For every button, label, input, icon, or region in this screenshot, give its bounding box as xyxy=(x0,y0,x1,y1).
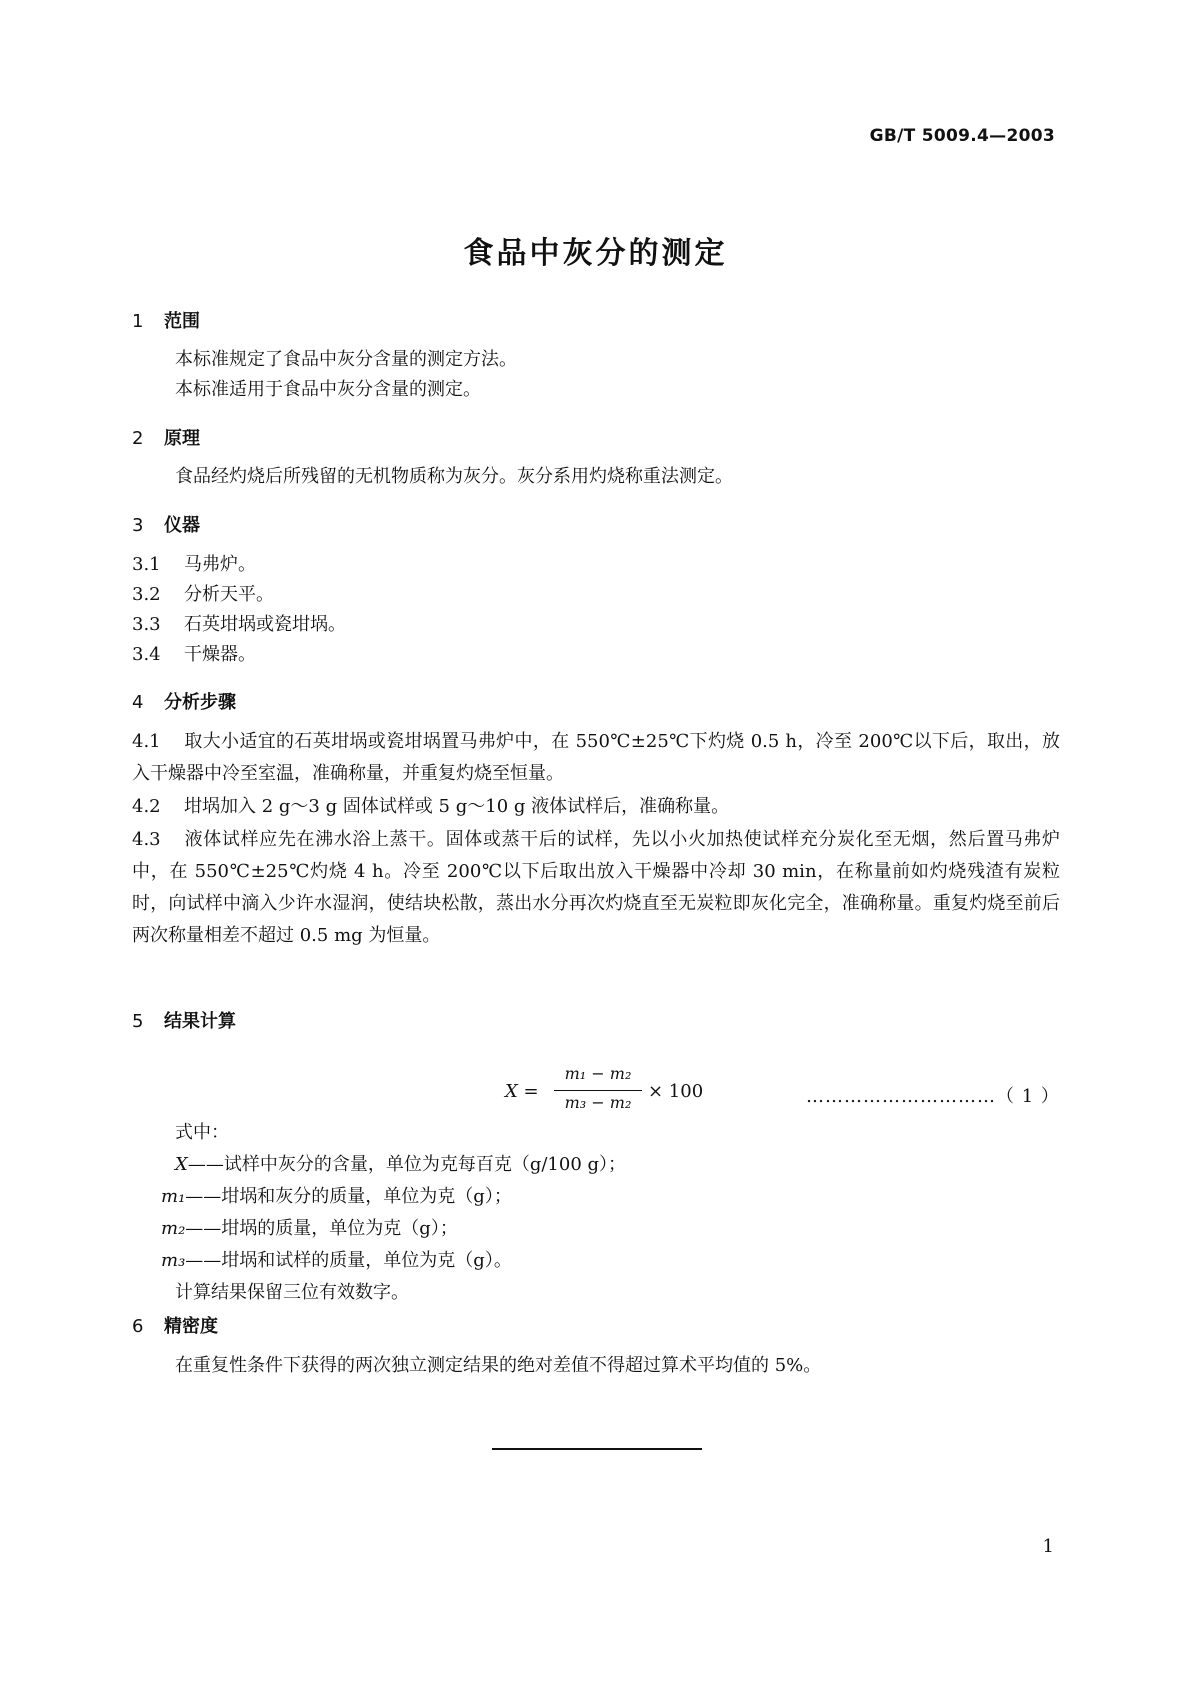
definition-text: ——坩埚和试样的质量，单位为克（g）。 xyxy=(185,1250,512,1271)
paragraph: 在重复性条件下获得的两次独立测定结果的绝对差值不得超过算术平均值的 5%。 xyxy=(175,1355,822,1376)
paragraph: 食品经灼烧后所残留的无机物质称为灰分。灰分系用灼烧称重法测定。 xyxy=(175,466,733,487)
section-heading xyxy=(132,1312,218,1338)
item-number: 3.2 xyxy=(132,584,161,605)
formula-lhs: X = xyxy=(505,1081,539,1102)
section-number: 4 xyxy=(132,692,144,713)
result-note: 计算结果保留三位有效数字。 xyxy=(175,1282,409,1303)
formula-rhs: × 100 xyxy=(648,1081,704,1102)
formula-fraction xyxy=(554,1064,642,1119)
item-number: 4.2 xyxy=(132,796,161,817)
list-item xyxy=(132,639,256,671)
section-number: 1 xyxy=(132,311,144,332)
symbol: X xyxy=(175,1154,188,1175)
item-text: 石英坩埚或瓷坩埚。 xyxy=(184,614,346,635)
definition-text: ——坩埚和灰分的质量，单位为克（g）； xyxy=(185,1186,512,1207)
formula-numerator: m₁ − m₂ xyxy=(564,1064,632,1083)
formula-denominator: m₃ − m₂ xyxy=(564,1093,632,1112)
item-text: 干燥器。 xyxy=(184,644,256,665)
end-rule xyxy=(492,1448,702,1450)
definition-row xyxy=(161,1181,626,1213)
section-number: 6 xyxy=(132,1316,144,1337)
section-heading xyxy=(132,307,200,333)
item-number: 4.1 xyxy=(132,731,161,752)
section-heading xyxy=(132,688,236,714)
item-text: 液体试样应先在沸水浴上蒸干。固体或蒸干后的试样，先以小火加热使试样充分炭化至无烟，然后置马弗炉中，在 550℃±25℃灼烧 4 h。冷至 200℃以下后取出放入干燥器中冷却 30 min，在称量前如灼烧残渣有炭粒时，向试样中滴入少许水湿润，使结块松散，蒸出水分再次灼烧直至无炭粒即灰化完全，准确称量。重复灼烧至前后两次称量相差不超过 0.5 mg 为恒量。 xyxy=(132,829,1060,946)
page-title: 食品中灰分的测定 xyxy=(463,236,728,271)
list-item xyxy=(132,824,1060,952)
page-number: 1 xyxy=(1042,1536,1054,1557)
paragraph: 本标准规定了食品中灰分含量的测定方法。 xyxy=(175,349,517,370)
item-number: 3.4 xyxy=(132,644,161,665)
section-title: 精密度 xyxy=(164,1316,218,1337)
item-text: 坩埚加入 2 g～3 g 固体试样或 5 g～10 g 液体试样后，准确称量。 xyxy=(184,796,730,817)
section-heading xyxy=(132,1007,236,1033)
section-number: 3 xyxy=(132,515,144,536)
symbol: m₃ xyxy=(161,1250,186,1271)
item-number: 3.1 xyxy=(132,554,161,575)
section-number: 2 xyxy=(132,428,144,449)
list-item xyxy=(132,579,274,611)
list-item xyxy=(132,791,1060,823)
section-number: 5 xyxy=(132,1011,144,1032)
section-heading xyxy=(132,424,200,450)
section-title: 仪器 xyxy=(164,515,200,536)
ash-formula xyxy=(505,1064,725,1120)
section-title: 范围 xyxy=(164,311,200,332)
item-number: 4.3 xyxy=(132,829,161,850)
list-item xyxy=(132,549,256,581)
section-title: 分析步骤 xyxy=(164,692,236,713)
definition-row xyxy=(161,1213,626,1245)
equation-number: …………………………（ 1 ） xyxy=(806,1086,1060,1107)
definition-text: ——坩埚的质量，单位为克（g）； xyxy=(185,1218,458,1239)
definition-text: ——试样中灰分的含量，单位为克每百克（g/100 g）； xyxy=(187,1154,627,1175)
symbol: m₂ xyxy=(161,1218,186,1239)
section-heading xyxy=(132,511,200,537)
list-item xyxy=(132,609,346,641)
paragraph: 本标准适用于食品中灰分含量的测定。 xyxy=(175,379,481,400)
list-item xyxy=(132,726,1060,790)
section-title: 原理 xyxy=(164,428,200,449)
symbol: m₁ xyxy=(161,1186,186,1207)
item-text: 分析天平。 xyxy=(184,584,274,605)
where-label: 式中： xyxy=(175,1122,229,1143)
definition-row xyxy=(161,1245,626,1277)
document-id: GB/T 5009.4—2003 xyxy=(869,126,1055,146)
symbol-definitions xyxy=(161,1117,627,1309)
item-text: 马弗炉。 xyxy=(184,554,256,575)
item-number: 3.3 xyxy=(132,614,161,635)
section-title: 结果计算 xyxy=(164,1011,236,1032)
procedure-steps xyxy=(132,726,1060,953)
item-text: 取大小适宜的石英坩埚或瓷坩埚置马弗炉中，在 550℃±25℃下灼烧 0.5 h，冷至 200℃以下后，取出，放入干燥器中冷至室温，准确称量，并重复灼烧至恒量。 xyxy=(132,731,1060,784)
definition-row xyxy=(175,1149,626,1181)
